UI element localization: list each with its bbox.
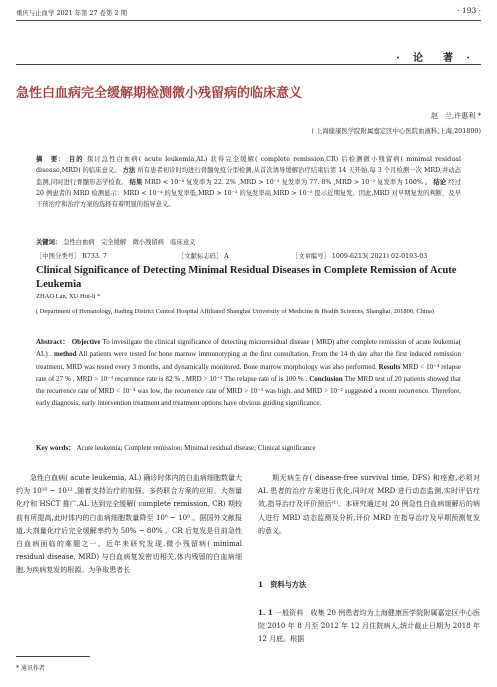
conclusion-en: The MRD test of 20 patients showed that the recurrence rate of MRD < 10⁻⁴ was low, the recurrence rate of MRD > 10⁻³ was high, and MRD > 10⁻² suggested a recent recurrence. Therefore, early diagnosis, early intervention treatment and treatment options have obvious guiding significance.: [36, 374, 461, 408]
header-rule: [16, 20, 481, 21]
affiliation-en: ( Department of Hematology, Jiading District Central Hospital Affiliated Shanghai University of Medicine & Health Sciences, Shanghai, 201800, China): [36, 308, 435, 315]
page-number: · 193 ·: [457, 6, 481, 15]
subsection-1-1-label: 1. 1: [258, 608, 273, 617]
objective-label-en: Objective: [71, 338, 101, 346]
footnote-rule: [16, 656, 90, 657]
clc-value: R733. 7: [82, 253, 107, 260]
conclusion-label-zh: 结论: [433, 178, 447, 186]
subsection-1-1-text: 一般资料 收集 20 例患者均为上海健康医学院附属嘉定区中心医院 2010 年 8 月至 2012 年 12 月住院病人,统计截止日期为 2018 年 12 月底。根据: [258, 609, 480, 644]
abstract-zh-label: 摘 要：: [36, 156, 66, 163]
objective-en: To investigate the clinical significance of detecting microresidual disease ( MRD) after complete remission of acute leukemia( AL) .: [36, 338, 461, 359]
method-zh: 所有患者初诊时均进行骨髓免疫分型检测,从首次诱导缓解治疗结束后第 14 天开始,每 3 个月检测一次 MRD,并动态监测,同时进行骨髓形态学检查。: [36, 167, 462, 186]
objective-zh: 探讨急性白血病( acute leukemia,AL) 获得完全缓解( complete remission,CR) 后检测微小残留病( minimal residual disease,MRD) 的临床意义。: [36, 156, 462, 175]
keywords-zh-items: 急性白血病 完全缓解 微小残留病 临床意义: [63, 239, 196, 246]
method-label-en: method: [54, 350, 77, 359]
abstract-en: [36, 336, 461, 410]
journal-header: 重庆与止血学 2021 年第 27 卷第 2 期: [16, 9, 127, 17]
results-label-en: Results: [378, 362, 401, 371]
subsection-1-1: [258, 606, 480, 647]
keywords-en-items: Acute leukemia; Complete remission; Minimal residual disease; Clinical significance: [76, 444, 316, 452]
objective-label-zh: 目的: [68, 156, 84, 163]
keywords-en: [36, 443, 461, 453]
title-en: Clinical Significance of Detecting Minimal Residual Diseases in Complete Remission of Acute Leukemia: [36, 265, 457, 290]
result-label-zh: 结果: [129, 178, 143, 186]
keywords-zh-label: 关键词：: [36, 239, 62, 246]
abstract-en-label: Abstract：: [36, 338, 70, 346]
doc-code-value: A: [224, 253, 229, 260]
result-zh: MRD < 10⁻⁴ 复发率为 22. 2% ,MRD > 10⁻³ 复发率为 77. 8% ,MRD > 10⁻² 复发率为 100% 。: [144, 178, 432, 186]
results-en: MRD < 10⁻⁴ relapse rate of 27 % , MRD > 10⁻³ recurrence rate is 82 % , MRD > 10⁻² The relapse rate of is 100 % .: [36, 362, 462, 383]
title-zh: 急性白血病完全缓解期检测微小残留病的临床意义: [16, 86, 303, 101]
footnote: * 通讯作者: [16, 665, 45, 672]
body-left-column: 急性白血病( acute leukemia, AL) 确诊时体内的白血病细胞数量大约为 10¹⁰ ~ 10¹² ,随着支持治疗的加强、多药联合方案的应用、大剂量化疗和 HSCT 推广,AL 达到完全缓解( complete remission, CR) 期较前有所提高,此时体内的白血病细胞数量降至 10⁸ ~ 10⁹ 。据国外文献报道,大剂量化疗后完全缓解率约为 50% ~ 80% 。CR 后复发是目前急性白血病面临的难题之一。近年来研究发现,微小残留病( minimal residual disease, MRD) 与白血病复发密切相关,体内残留的白血病细胞,为疾病复发的根源。为争取患者长: [16, 474, 242, 575]
clc-label: ［中图分类号］: [36, 253, 81, 260]
conclusion-label-en: Conclusion: [309, 374, 343, 383]
authors-zh: 赵 兰,许惠利 *: [431, 112, 481, 120]
section-rule: [16, 64, 481, 65]
article-id-label: ［文章编号］: [292, 253, 330, 260]
article-id-value: 1009-6213( 2021) 02-0193-03: [331, 253, 428, 260]
affiliation-zh: ( 上海健康医学院附属嘉定区中心医院血液科,上海,201800): [311, 127, 481, 135]
method-label-zh: 方法: [122, 167, 136, 175]
abstract-zh: [36, 154, 461, 210]
doc-code-label: ［文献标志码］: [178, 253, 223, 260]
conclusion-zh: 经过 20 例患者的 MRD 检测显示：MRD < 10⁻⁴ 的复发率低,MRD > 10⁻³ 的复发率高,MRD > 10⁻² 提示近期复发。因此,MRD 对早期复发的判断、及早干预治疗和治疗方案的选择有着明显的指导意义。: [36, 178, 461, 209]
section-heading-1: 1 资料与方法: [258, 580, 307, 589]
keywords-en-label: Key words：: [36, 444, 76, 452]
authors-en: ZHAO Lan, XU Hui-li *: [36, 293, 101, 300]
keywords-zh: [36, 237, 195, 246]
section-tag: · 论 著 ·: [396, 53, 475, 64]
method-en: All patients were tested for bone marrow immunotyping at the first consultation. From the 14 th day after the first induced remission treatment, MRD was tested every 3 months, and dynamically monitored. Bone marrow morphology was also performed.: [36, 350, 461, 371]
body-right-column: [258, 472, 480, 538]
body-right-para: 期无病生存( disease-free survival time, DFS) 和痊愈,必须对 AL 患者的治疗方案进行优化,同时对 MRD 进行动态监测,实时评估疗效,指导治疗及评价预后⁽¹⁾。本研究通过对 20 例急性白血病缓解后的病人进行 MRD 动态监测及分析,评价 MRD 在指导治疗及早期预测复发的意义。: [258, 474, 480, 535]
classification-zh: [36, 251, 466, 260]
